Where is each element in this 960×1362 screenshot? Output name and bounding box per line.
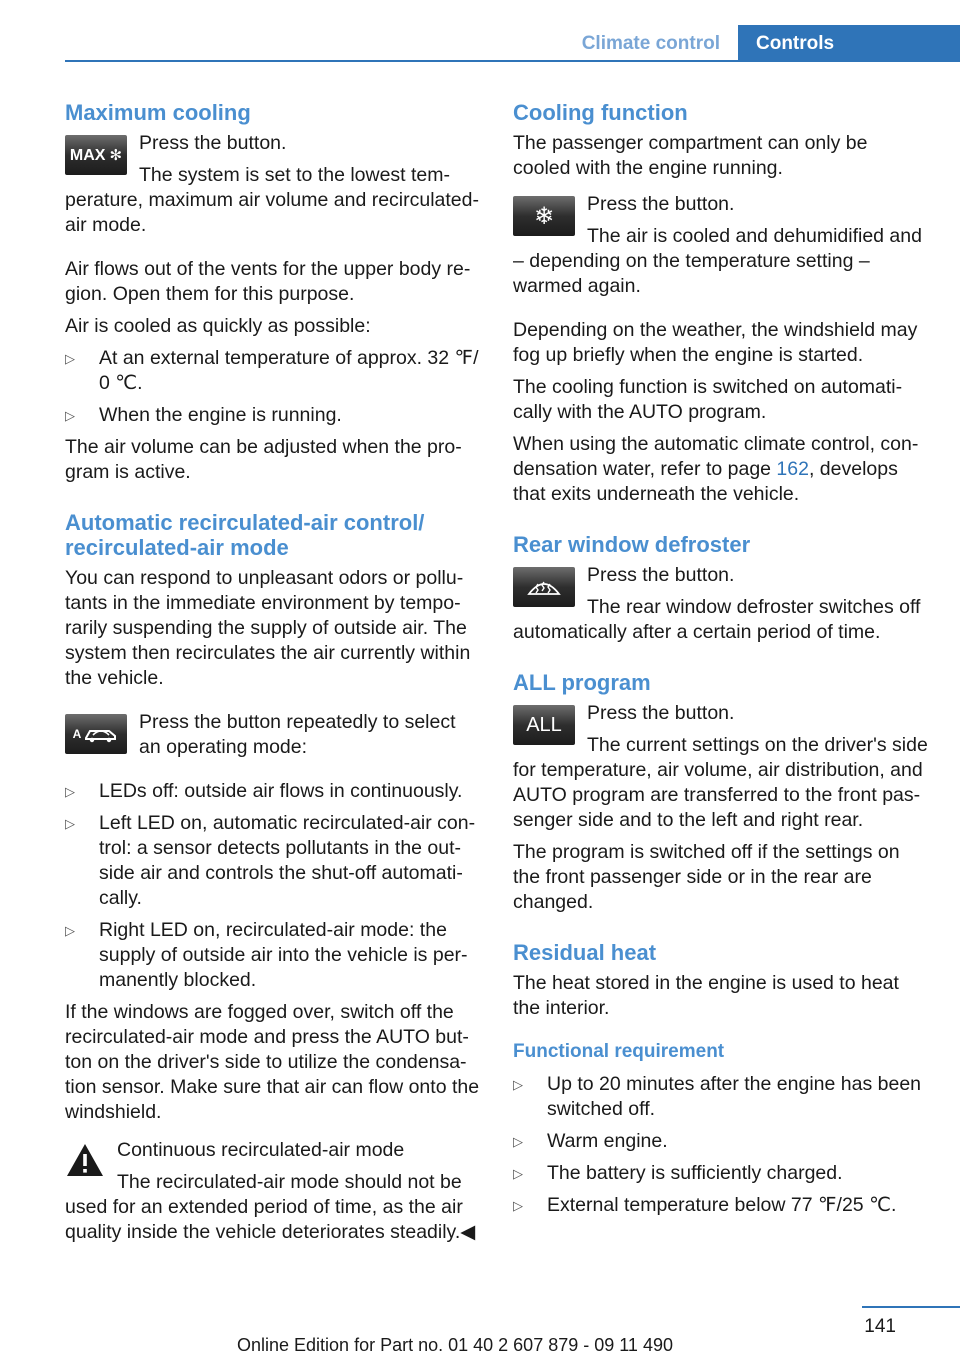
- rear-defroster-button-icon: [513, 567, 575, 607]
- header-rule: [65, 60, 960, 62]
- all-text: The current settings on the driver's side for temperature, air volume, air distribution, and AUTO program are transferred to the front passenger side and to the left and right rear.: [513, 734, 928, 831]
- all-button-icon: [513, 705, 575, 745]
- max-button-block: [65, 131, 481, 245]
- recirc-p1: You can respond to unpleasant odors or pollutants in the immediate environment by temporarily suspending the supply of outside air. The system then recirculates the air currently within the vehicle.: [65, 567, 471, 689]
- car-recirculation-icon: [83, 724, 119, 744]
- list-item: ▷ At an external temperature of approx. 32 ℉/ 0 ℃.: [65, 346, 481, 396]
- list-item: ▷ Warm engine.: [513, 1129, 929, 1154]
- right-column: [513, 100, 929, 1225]
- cooling-text: The air is cooled and dehumidified and – depending on the temperature setting – warmed again.: [513, 225, 922, 297]
- rear-button-block: [513, 563, 929, 652]
- cooling-press: Press the button.: [587, 193, 735, 215]
- rear-press: Press the button.: [587, 564, 735, 586]
- recirc-button-icon: [65, 714, 127, 754]
- footer-rule: [862, 1306, 960, 1308]
- header-section: Climate control: [581, 33, 720, 54]
- list-item: ▷ LEDs off: outside air flows in continuously.: [65, 779, 481, 804]
- max-button-icon: [65, 135, 127, 175]
- list-item: ▷ Right LED on, recirculated-air mode: the supply of outside air into the vehicle is permanently blocked.: [65, 918, 481, 993]
- cooling-p4-text-end: , develops that exits underneath the vehicle.: [513, 458, 898, 505]
- recirc-press: Press the button repeatedly to select an operating mode:: [139, 711, 456, 758]
- heading-rear-window-defroster: Rear window defroster: [513, 532, 751, 557]
- snowflake-icon: ❄: [533, 202, 555, 230]
- heading-maximum-cooling: Maximum cooling: [65, 100, 251, 125]
- recirc-p2: If the windows are fogged over, switch off the recirculated-air mode and press the AUTO button on the driver's side to utilize the condensation sensor. Make sure that air can flow onto the windshield.: [65, 1001, 480, 1123]
- page-number: 141: [864, 1316, 896, 1337]
- max-icon-label: MAX: [69, 146, 106, 164]
- all-button-block: [513, 701, 929, 840]
- list-item: ▷ External temperature below 77 ℉/25 ℃.: [513, 1193, 929, 1218]
- heading-all-program: ALL program: [513, 670, 651, 695]
- heading-residual-heat: Residual heat: [513, 940, 657, 965]
- cooling-p4-text: When using the automatic climate control, condensation water, refer to page: [513, 433, 919, 480]
- cooling-p3: The cooling function is switched on automatically with the AUTO program.: [513, 376, 903, 423]
- list-item: ▷ Left LED on, automatic recirculated-air control: a sensor detects pollutants in the outside air and controls the shut-off automatically.: [65, 811, 481, 911]
- max-press: Press the button.: [139, 132, 287, 154]
- heading-functional-requirement: Functional requirement: [513, 1041, 725, 1062]
- list-item: ▷ The battery is sufficiently charged.: [513, 1161, 929, 1186]
- page-header: [0, 25, 960, 62]
- warning-text: The recirculated-air mode should not be used for an extended period of time, as the air quality inside the vehicle deteriorates steadily.◀: [65, 1171, 476, 1243]
- list-item: ▷ Up to 20 minutes after the engine has been switched off.: [513, 1072, 929, 1122]
- max-p1: Air flows out of the vents for the upper body region. Open them for this purpose.: [65, 258, 471, 305]
- cooling-p4: [513, 432, 929, 507]
- page-link-162[interactable]: 162: [776, 458, 809, 480]
- warning-block: [65, 1138, 481, 1252]
- heading-recirculated-air: Automatic recirculated-air control/ recirculated-air mode: [65, 510, 425, 560]
- warning-title: Continuous recirculated-air mode: [117, 1139, 405, 1161]
- residual-p1: The heat stored in the engine is used to heat the interior.: [513, 972, 899, 1019]
- all-p2: The program is switched off if the settings on the front passenger side or in the rear are changed.: [513, 841, 900, 913]
- warning-icon: [65, 1142, 105, 1178]
- residual-bullets: [513, 1072, 929, 1218]
- cooling-button-icon: [513, 196, 575, 236]
- snowflake-icon: ✻: [109, 146, 123, 164]
- cooling-p2: Depending on the weather, the windshield may fog up briefly when the engine is started.: [513, 319, 918, 366]
- footer-edition: Online Edition for Part no. 01 40 2 607 879 - 09 11 490: [237, 1335, 673, 1355]
- max-p3: The air volume can be adjusted when the program is active.: [65, 436, 462, 483]
- list-item: ▷ When the engine is running.: [65, 403, 481, 428]
- max-bullets: [65, 346, 481, 428]
- recirc-button-block: [65, 710, 481, 767]
- recirc-bullets: [65, 779, 481, 993]
- recirc-icon-label: A: [72, 726, 82, 741]
- all-press: Press the button.: [587, 702, 735, 724]
- max-p2: Air is cooled as quickly as possible:: [65, 315, 371, 337]
- all-icon-label: ALL: [526, 713, 562, 736]
- heading-cooling-function: Cooling function: [513, 100, 688, 125]
- left-column: [65, 100, 481, 1252]
- cooling-button-block: [513, 192, 929, 306]
- rear-text: The rear window defroster switches off automatically after a certain period of time.: [513, 596, 921, 643]
- max-text: The system is set to the lowest temperature, maximum air volume and recirculated-air mode.: [65, 164, 479, 236]
- rear-defroster-icon: [526, 576, 562, 598]
- cooling-p1: The passenger compartment can only be cooled with the engine running.: [513, 132, 868, 179]
- header-tab-controls: Controls: [738, 25, 960, 62]
